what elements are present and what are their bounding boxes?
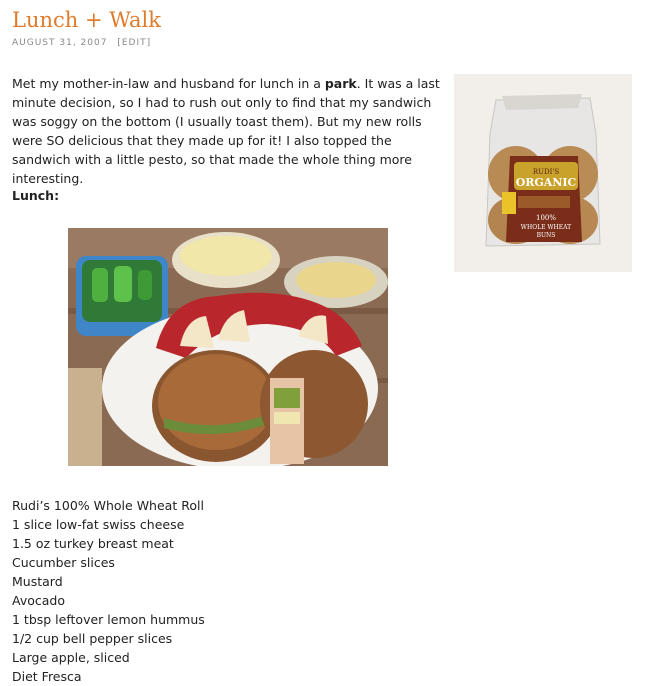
- park-link[interactable]: park: [324, 76, 357, 91]
- package-desc-1: 100%: [535, 214, 557, 222]
- list-item: Avocado: [12, 593, 65, 608]
- intro-text-end: . It was a last minute decision, so I had to rush out only to find that my sandwich was soggy on the bottom (I usually toast them). But my new rolls were SO delicious that they made up for it! I also topped the sandwich with a little pesto, so that made the whole thing more interesting.: [12, 76, 440, 186]
- package-name: ORGANIC: [515, 176, 577, 189]
- lunch-photo[interactable]: [68, 228, 388, 466]
- list-item: Cucumber slices: [12, 555, 115, 570]
- list-item: 1/2 cup bell pepper slices: [12, 631, 173, 646]
- list-item: 1 tbsp leftover lemon hummus: [12, 612, 205, 627]
- post-body: [12, 74, 448, 188]
- package-desc-3: BUNS: [536, 232, 556, 239]
- edit-link[interactable]: [EDIT]: [117, 38, 152, 48]
- list-item: Diet Fresca: [12, 669, 82, 684]
- post-date: AUGUST 31, 2007: [12, 38, 108, 48]
- rolls-package-image[interactable]: [454, 74, 632, 272]
- post-title[interactable]: Lunch + Walk: [12, 8, 161, 32]
- package-brand: RUDI'S: [532, 168, 560, 176]
- lunch-items-list: [12, 496, 205, 686]
- list-item: Rudi’s 100% Whole Wheat Roll: [12, 498, 204, 513]
- intro-text-start: Met my mother-in-law and husband for lunch in a: [12, 76, 325, 91]
- post-meta: [12, 38, 151, 48]
- list-item: Mustard: [12, 574, 63, 589]
- lunch-heading: Lunch:: [12, 188, 60, 203]
- package-desc-2: WHOLE WHEAT: [520, 224, 572, 231]
- list-item: 1.5 oz turkey breast meat: [12, 536, 174, 551]
- list-item: Large apple, sliced: [12, 650, 130, 665]
- list-item: 1 slice low-fat swiss cheese: [12, 517, 185, 532]
